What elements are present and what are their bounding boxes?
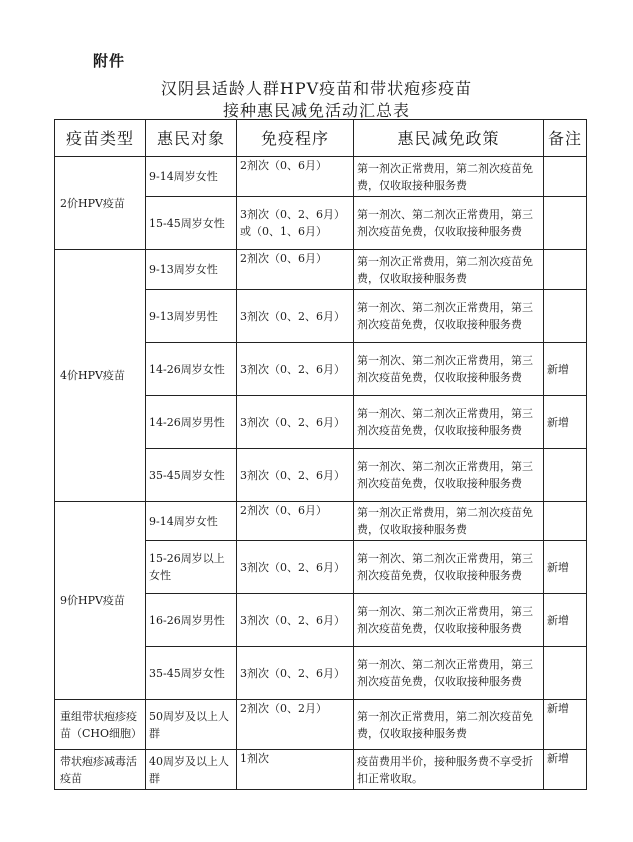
header-schedule: 免疫程序 [237,120,354,157]
target-cell: 40周岁及以上人群 [146,750,237,790]
target-cell: 9-13周岁女性 [146,250,237,290]
note-cell [544,157,587,197]
target-cell: 15-26周岁以上女性 [146,541,237,594]
header-note: 备注 [544,120,587,157]
header-target-group: 惠民对象 [146,120,237,157]
schedule-cell: 1剂次 [237,750,354,790]
note-cell: 新增 [544,700,587,750]
schedule-cell: 3剂次（0、2、6月） [237,343,354,396]
attachment-label: 附件 [93,52,126,70]
schedule-cell: 2剂次（0、6月） [237,250,354,290]
schedule-cell: 2剂次（0、6月） [237,157,354,197]
schedule-cell: 3剂次（0、2、6月）或（0、1、6月） [237,197,354,250]
target-cell: 14-26周岁男性 [146,396,237,449]
policy-cell: 第一剂次正常费用，第二剂次疫苗免费，仅收取接种服务费 [354,700,544,750]
policy-cell: 第一剂次正常费用，第二剂次疫苗免费，仅收取接种服务费 [354,157,544,197]
table-row [55,157,587,197]
target-cell: 50周岁及以上人群 [146,700,237,750]
note-cell [544,250,587,290]
vaccine-type-cell: 重组带状疱疹疫苗（CHO细胞） [55,700,146,750]
vaccine-type-cell: 4价HPV疫苗 [55,250,146,502]
vaccine-type-cell: 9价HPV疫苗 [55,502,146,700]
policy-cell: 第一剂次正常费用，第二剂次疫苗免费，仅收取接种服务费 [354,250,544,290]
note-cell [544,449,587,502]
note-cell [544,647,587,700]
note-cell [544,197,587,250]
header-vaccine-type: 疫苗类型 [55,120,146,157]
document-title-line2: 接种惠民减免活动汇总表 [222,101,410,120]
schedule-cell: 2剂次（0、2月） [237,700,354,750]
target-cell: 9-14周岁女性 [146,502,237,541]
schedule-cell: 3剂次（0、2、6月） [237,541,354,594]
target-cell: 35-45周岁女性 [146,449,237,502]
policy-cell: 第一剂次、第二剂次正常费用，第三剂次疫苗免费，仅收取接种服务费 [354,197,544,250]
schedule-cell: 3剂次（0、2、6月） [237,290,354,343]
target-cell: 16-26周岁男性 [146,594,237,647]
table-row [55,750,587,790]
table-row [55,700,587,750]
schedule-cell: 3剂次（0、2、6月） [237,594,354,647]
schedule-cell: 3剂次（0、2、6月） [237,449,354,502]
schedule-cell: 3剂次（0、2、6月） [237,396,354,449]
vaccine-summary-table [54,119,587,790]
table-row [55,502,587,541]
vaccine-type-cell: 2价HPV疫苗 [55,157,146,250]
note-cell: 新增 [544,750,587,790]
note-cell: 新增 [544,541,587,594]
policy-cell: 第一剂次、第二剂次正常费用，第三剂次疫苗免费，仅收取接种服务费 [354,594,544,647]
policy-cell: 第一剂次、第二剂次正常费用，第三剂次疫苗免费，仅收取接种服务费 [354,541,544,594]
note-cell [544,502,587,541]
document-title-line1: 汉阴县适龄人群HPV疫苗和带状疱疹疫苗 [160,79,473,98]
note-cell: 新增 [544,343,587,396]
target-cell: 9-14周岁女性 [146,157,237,197]
policy-cell: 第一剂次、第二剂次正常费用，第三剂次疫苗免费，仅收取接种服务费 [354,343,544,396]
policy-cell: 第一剂次、第二剂次正常费用，第三剂次疫苗免费，仅收取接种服务费 [354,647,544,700]
header-policy: 惠民减免政策 [354,120,544,157]
table-row [55,250,587,290]
policy-cell: 第一剂次、第二剂次正常费用，第三剂次疫苗免费，仅收取接种服务费 [354,449,544,502]
note-cell: 新增 [544,594,587,647]
policy-cell: 第一剂次、第二剂次正常费用，第三剂次疫苗免费，仅收取接种服务费 [354,396,544,449]
note-cell [544,290,587,343]
table-header-row [55,120,587,157]
target-cell: 15-45周岁女性 [146,197,237,250]
target-cell: 9-13周岁男性 [146,290,237,343]
policy-cell: 第一剂次正常费用，第二剂次疫苗免费，仅收取接种服务费 [354,502,544,541]
note-cell: 新增 [544,396,587,449]
target-cell: 35-45周岁女性 [146,647,237,700]
schedule-cell: 2剂次（0、6月） [237,502,354,541]
vaccine-type-cell: 带状疱疹减毒活疫苗 [55,750,146,790]
target-cell: 14-26周岁女性 [146,343,237,396]
policy-cell: 第一剂次、第二剂次正常费用，第三剂次疫苗免费，仅收取接种服务费 [354,290,544,343]
policy-cell: 疫苗费用半价，接种服务费不享受折扣正常收取。 [354,750,544,790]
schedule-cell: 3剂次（0、2、6月） [237,647,354,700]
